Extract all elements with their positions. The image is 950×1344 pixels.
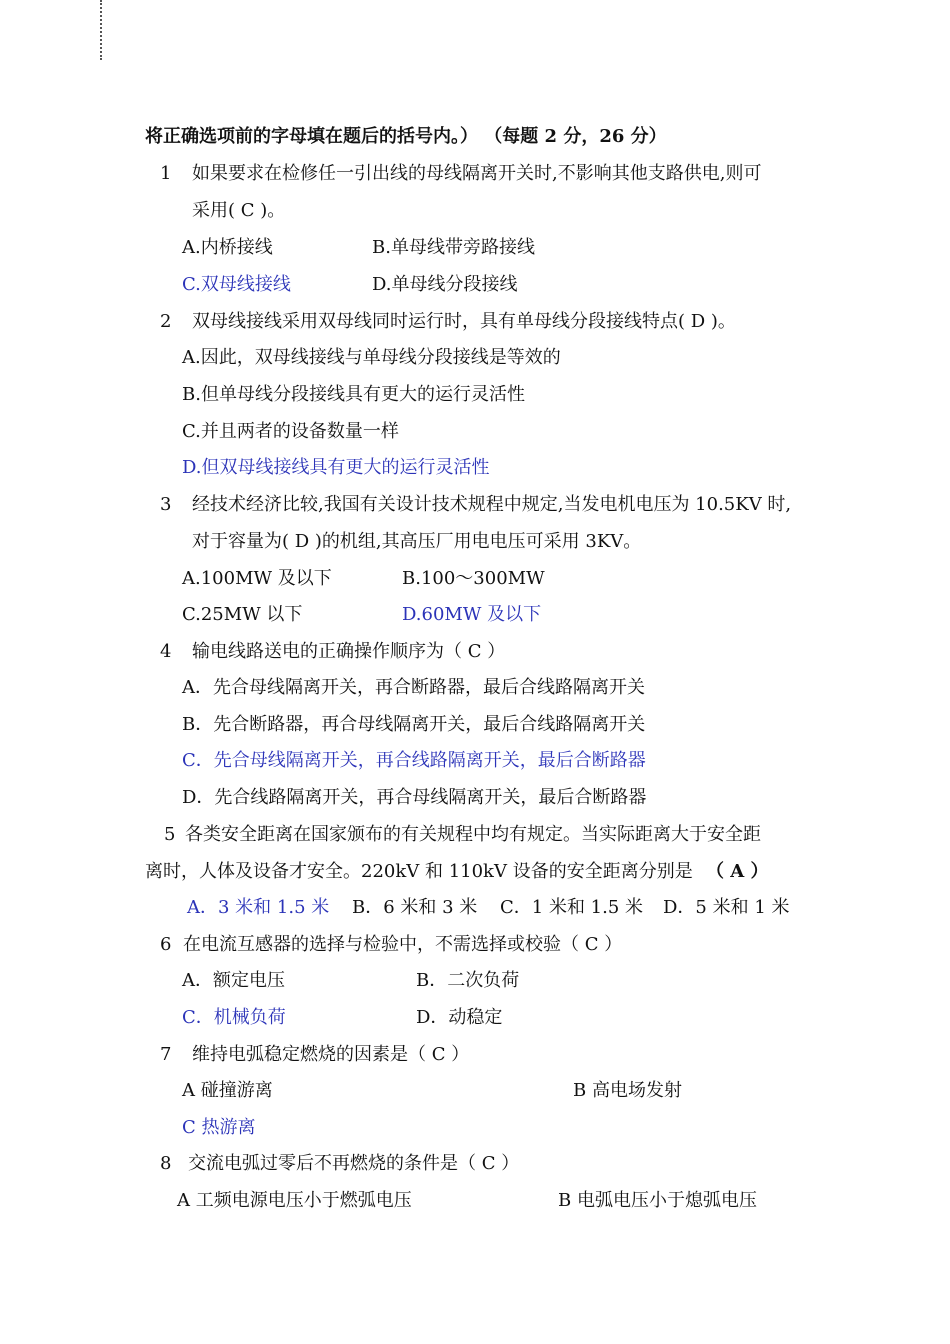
q5-option-c: C．1 米和 1.5 米 bbox=[500, 897, 644, 918]
q6-option-a: A．额定电压 bbox=[182, 970, 285, 991]
q5-option-b: B．6 米和 3 米 bbox=[352, 897, 478, 918]
q7-option-b: B 高电场发射 bbox=[573, 1080, 682, 1101]
q7-option-c: C 热游离 bbox=[182, 1117, 256, 1138]
q2-stem-line1: 双母线接线采用双母线同时运行时，具有单母线分段接线特点( D )。 bbox=[192, 311, 736, 332]
q6-stem-line1: 在电流互感器的选择与检验中，不需选择或校验（ C ） bbox=[183, 934, 623, 955]
q4-number: 4 bbox=[160, 641, 172, 662]
q4-option-c: C．先合母线隔离开关，再合线路隔离开关，最后合断路器 bbox=[182, 750, 646, 771]
q3-option-b: B.100～300MW bbox=[402, 568, 545, 589]
q6-option-b: B．二次负荷 bbox=[416, 970, 520, 991]
q5-option-a: A．3 米和 1.5 米 bbox=[187, 897, 330, 918]
q4-stem-line1: 输电线路送电的正确操作顺序为（ C ） bbox=[192, 641, 506, 662]
q8-stem-line1: 交流电弧过零后不再燃烧的条件是（ C ） bbox=[188, 1153, 520, 1174]
q5-number: 5 bbox=[164, 824, 176, 845]
q7-option-a: A 碰撞游离 bbox=[182, 1080, 273, 1101]
q3-option-d: D.60MW 及以下 bbox=[402, 604, 542, 625]
q4-option-a: A．先合母线隔离开关，再合断路器，最后合线路隔离开关 bbox=[182, 677, 645, 698]
q3-stem-line2: 对于容量为( D )的机组,其高压厂用电电压可采用 3KV。 bbox=[192, 531, 642, 552]
q2-option-a: A.因此，双母线接线与单母线分段接线是等效的 bbox=[182, 347, 561, 368]
q6-option-d: D．动稳定 bbox=[416, 1007, 503, 1028]
q5-stem-line1: 各类安全距离在国家颁布的有关规程中均有规定。当实际距离大于安全距 bbox=[185, 824, 761, 845]
q7-number: 7 bbox=[160, 1044, 172, 1065]
section-instruction: 将正确选项前的字母填在题后的括号内。） （每题 2 分，26 分） bbox=[145, 126, 667, 147]
q5-option-d: D．5 米和 1 米 bbox=[663, 897, 790, 918]
q1-option-a: A.内桥接线 bbox=[182, 237, 273, 258]
q2-number: 2 bbox=[160, 311, 172, 332]
q1-stem-line1: 如果要求在检修任一引出线的母线隔离开关时,不影响其他支路供电,则可 bbox=[192, 163, 762, 184]
q6-number: 6 bbox=[160, 934, 172, 955]
q1-option-c: C.双母线接线 bbox=[182, 274, 291, 295]
q5-stem-line2: 离时，人体及设备才安全。220kV 和 110kV 设备的安全距离分别是 bbox=[145, 861, 693, 882]
q4-option-b: B．先合断路器，再合母线隔离开关，最后合线路隔离开关 bbox=[182, 714, 646, 735]
q1-stem-line2: 采用( C )。 bbox=[192, 200, 286, 221]
q5-answer: （ A ） bbox=[706, 861, 769, 882]
q2-option-c: C.并且两者的设备数量一样 bbox=[182, 421, 399, 442]
q8-number: 8 bbox=[160, 1153, 172, 1174]
q3-option-a: A.100MW 及以下 bbox=[182, 568, 332, 589]
q7-stem-line1: 维持电弧稳定燃烧的因素是（ C ） bbox=[192, 1044, 470, 1065]
q1-number: 1 bbox=[160, 163, 172, 184]
q3-stem-line1: 经技术经济比较,我国有关设计技术规程中规定,当发电机电压为 10.5KV 时, bbox=[192, 494, 792, 515]
q3-option-c: C.25MW 以下 bbox=[182, 604, 303, 625]
q6-option-c: C．机械负荷 bbox=[182, 1007, 286, 1028]
q4-option-d: D．先合线路隔离开关，再合母线隔离开关，最后合断路器 bbox=[182, 787, 647, 808]
q2-option-d: D.但双母线接线具有更大的运行灵活性 bbox=[182, 457, 490, 478]
q3-number: 3 bbox=[160, 494, 172, 515]
q8-option-b: B 电弧电压小于熄弧电压 bbox=[558, 1190, 757, 1211]
q1-option-d: D.单母线分段接线 bbox=[372, 274, 518, 295]
q1-option-b: B.单母线带旁路接线 bbox=[372, 237, 535, 258]
margin-dotted-line bbox=[100, 0, 102, 60]
q2-option-b: B.但单母线分段接线具有更大的运行灵活性 bbox=[182, 384, 525, 405]
q8-option-a: A 工频电源电压小于燃弧电压 bbox=[177, 1190, 412, 1211]
